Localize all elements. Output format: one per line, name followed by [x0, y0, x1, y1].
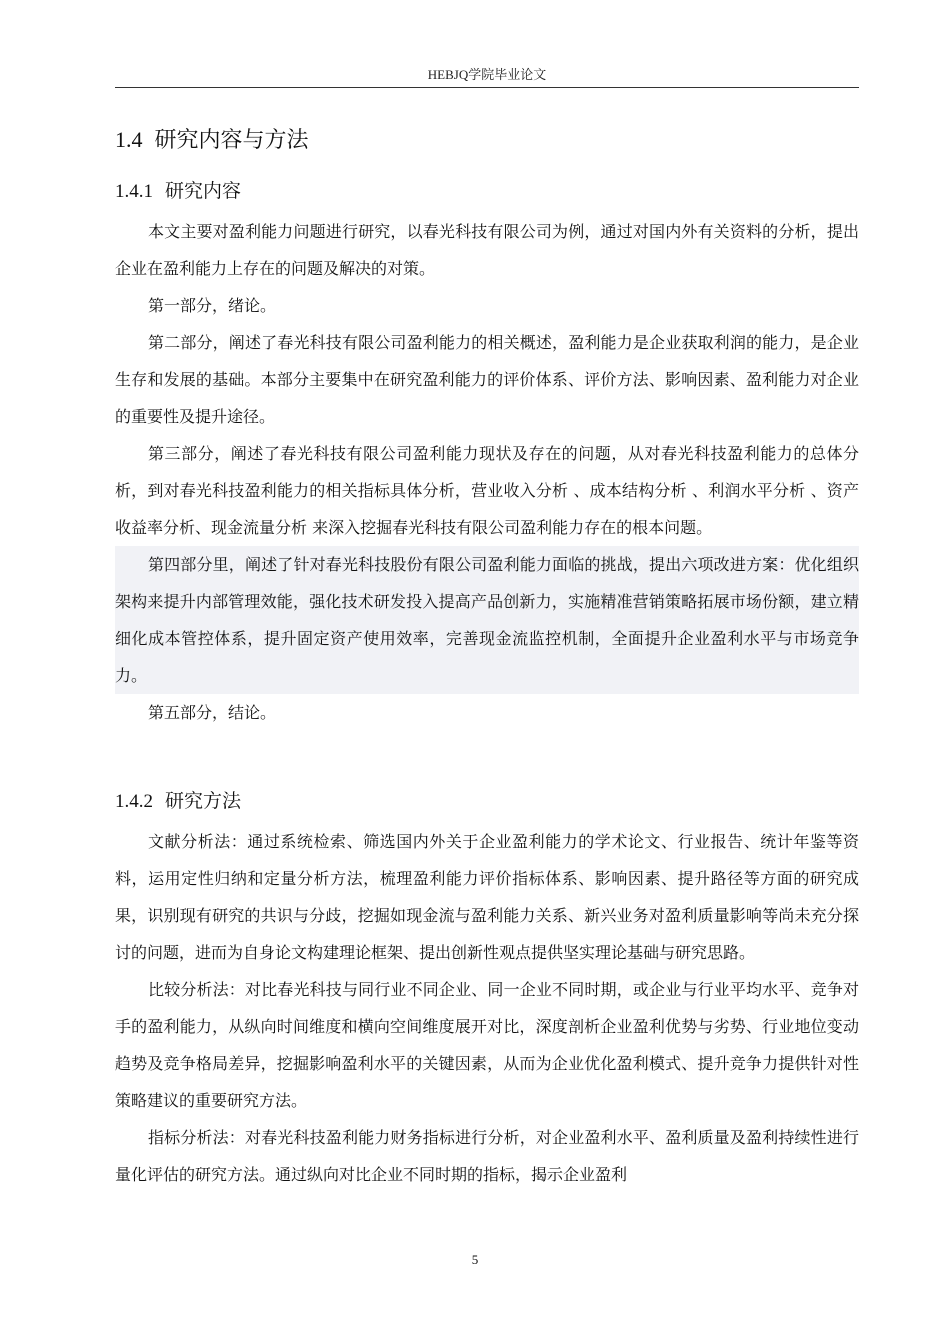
paragraph: 文献分析法：通过系统检索、筛选国内外关于企业盈利能力的学术论文、行业报告、统计年鉴等资料，运用定性归纳和定量分析方法，梳理盈利能力评价指标体系、影响因素、提升路径等方面的研究成果，识别现有研究的共识与分歧，挖掘如现金流与盈利能力关系、新兴业务对盈利质量影响等尚未充分探讨的问题，进而为自身论文构建理论框架、提出创新性观点提供坚实理论基础与研究思路。 [115, 832, 859, 962]
subsection-number: 1.4.1 [115, 181, 153, 202]
subsection-number: 1.4.2 [115, 791, 153, 812]
paragraph: 第一部分，绪论。 [148, 296, 277, 315]
subsection-title: 研究方法 [165, 790, 242, 812]
paragraph: 指标分析法：对春光科技盈利能力财务指标进行分析，对企业盈利水平、盈利质量及盈利持续性进行量化评估的研究方法。通过纵向对比企业不同时期的指标，揭示企业盈利 [115, 1128, 859, 1184]
section-heading [115, 123, 309, 154]
page-header: HEBJQ学院毕业论文 [427, 67, 547, 82]
subsection-heading-content [115, 176, 241, 203]
section-title: 研究内容与方法 [154, 128, 309, 153]
paragraph: 第三部分，阐述了春光科技有限公司盈利能力现状及存在的问题，从对春光科技盈利能力的总体分析，到对春光科技盈利能力的相关指标具体分析，营业收入分析 、成本结构分析 、利润水平分析 、资产收益率分析、现金流量分析 来深入挖掘春光科技有限公司盈利能力存在的根本问题。 [115, 444, 859, 537]
section-number: 1.4 [115, 127, 143, 152]
paragraph: 第二部分，阐述了春光科技有限公司盈利能力的相关概述，盈利能力是企业获取利润的能力，是企业生存和发展的基础。本部分主要集中在研究盈利能力的评价体系、评价方法、影响因素、盈利能力对企业的重要性及提升途径。 [115, 333, 859, 426]
page-number: 5 [471, 1252, 479, 1267]
header-rule [115, 87, 859, 88]
paragraph: 比较分析法：对比春光科技与同行业不同企业、同一企业不同时期，或企业与行业平均水平、竞争对手的盈利能力，从纵向时间维度和横向空间维度展开对比，深度剖析企业盈利优势与劣势、行业地位变动趋势及竞争格局差异，挖掘影响盈利水平的关键因素，从而为企业优化盈利模式、提升竞争力提供针对性策略建议的重要研究方法。 [115, 980, 859, 1110]
paragraph: 第五部分，结论。 [148, 703, 277, 722]
research-methods-body [115, 823, 859, 1193]
research-content-body [115, 213, 859, 731]
paragraph: 本文主要对盈利能力问题进行研究，以春光科技有限公司为例，通过对国内外有关资料的分析，提出企业在盈利能力上存在的问题及解决的对策。 [115, 222, 859, 278]
subsection-title: 研究内容 [165, 180, 242, 202]
paragraph-highlighted: 第四部分里，阐述了针对春光科技股份有限公司盈利能力面临的挑战，提出六项改进方案：优化组织架构来提升内部管理效能，强化技术研发投入提高产品创新力，实施精准营销策略拓展市场份额，建立精细化成本管控体系，提升固定资产使用效率，完善现金流监控机制，全面提升企业盈利水平与市场竞争力。 [115, 546, 859, 694]
subsection-heading-methods [115, 786, 241, 813]
